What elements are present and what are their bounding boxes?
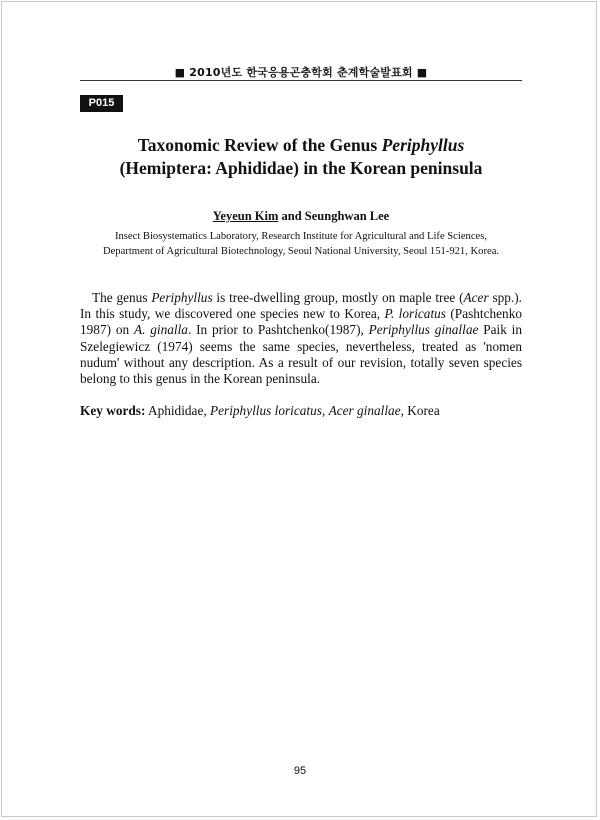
affiliation-line1: Insect Biosystematics Laboratory, Research Institute for Agricultural and Life Sciences, (114, 231, 488, 242)
keyword-3: Acer ginallae (328, 403, 401, 418)
keyword-4: , Korea (400, 403, 440, 418)
abstract-italic-5: Periphyllus ginallae (368, 322, 479, 338)
keyword-sep: , (321, 403, 329, 418)
abstract-text-4: (Pashtchenko 1987) on (80, 306, 523, 338)
co-authors: and Seunghwan Lee (278, 209, 390, 223)
abstract-italic-1: Periphyllus (151, 290, 213, 305)
title-genus-italic: Periphyllus (381, 135, 465, 155)
poster-id-badge: P015 (80, 95, 123, 112)
abstract-text-3: spp.). In this study, we discovered one species new to Korea, (80, 290, 522, 322)
affiliation-line2: Department of Agricultural Biotechnology, Seoul National University, Seoul 151-921, Korea. (102, 246, 500, 257)
abstract-text-2: is tree-dwelling group, mostly on maple tree ( (212, 290, 464, 305)
abstract-italic-4: A. ginalla (133, 322, 188, 338)
abstract-body (80, 290, 522, 387)
abstract-italic-2: Acer (463, 290, 489, 305)
presenting-author: Yeyeun Kim (212, 209, 279, 223)
abstract-italic-3: P. loricatus (384, 306, 446, 322)
keyword-1: Aphididae, (145, 403, 211, 418)
title-line2: (Hemiptera: Aphididae) in the Korean peninsula (119, 158, 483, 178)
keyword-2: Periphyllus loricatus (210, 403, 322, 418)
abstract-text-6: Paik in Szelegiewicz (1974) seems the same species, nevertheless, treated as 'nomen nudum' without any description. As a result of our revision, totally seven species belong to this genus in the Korean peninsula. (80, 322, 523, 387)
affiliation (60, 229, 542, 259)
author-list (60, 209, 542, 224)
header-divider (80, 80, 522, 81)
keywords (80, 403, 522, 419)
abstract-text-5: . In prior to Pashtchenko(1987), (187, 322, 369, 338)
abstract-text-1: The genus (92, 290, 152, 305)
keywords-label: Key words: (80, 403, 146, 418)
paper-title (60, 134, 542, 180)
title-line1-prefix: Taxonomic Review of the Genus (137, 135, 382, 155)
page-number: 95 (293, 765, 307, 777)
conference-header: ■ 2010년도 한국응용곤충학회 춘계학술발표회 ■ (174, 66, 428, 79)
